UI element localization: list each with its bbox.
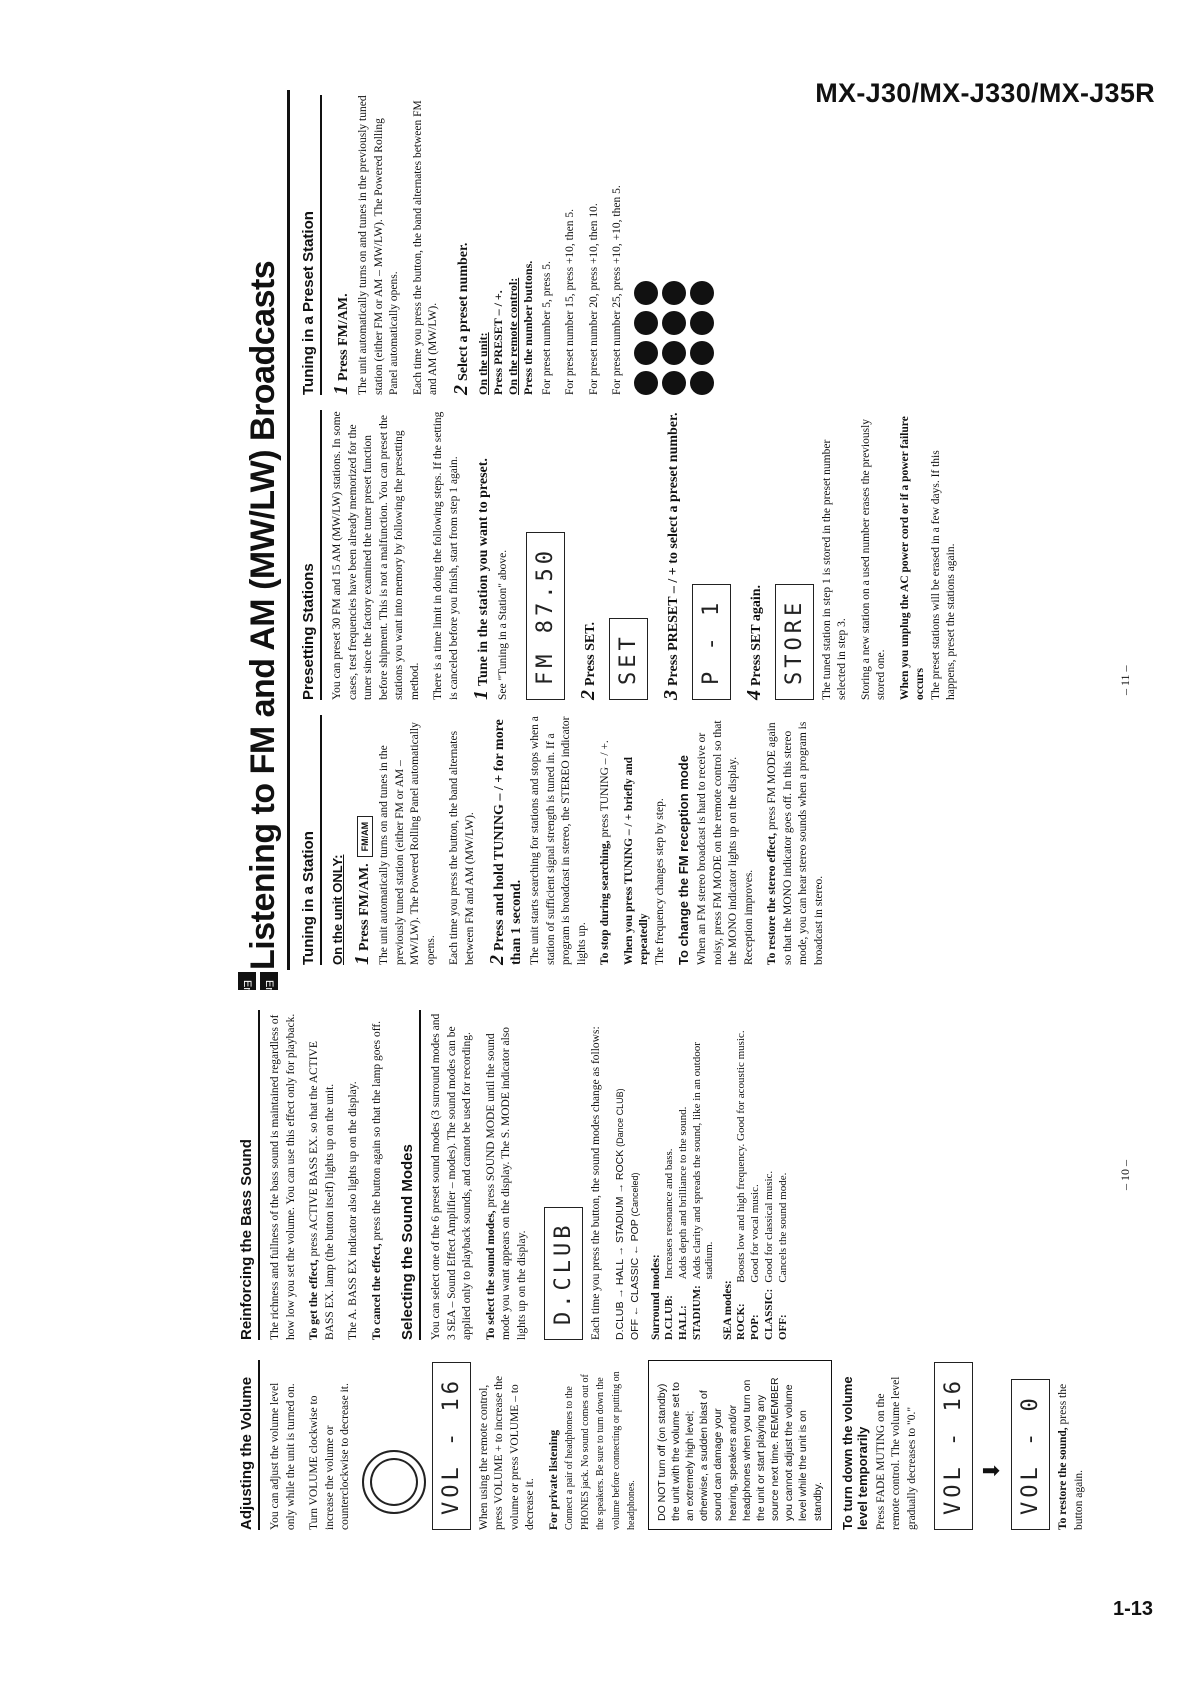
- bass-intro: The richness and fullness of the bass sound is maintained regardless of how low you set the volume. You can use this effect only for playback.: [269, 1013, 297, 1340]
- preset-stored-text: The tuned station in step 1 is stored in the preset number selected in step 3.: [820, 439, 849, 700]
- rotated-manual-spread: [238, 80, 1158, 1530]
- main-title: Listening to FM and AM (MW/LW) Broadcasts: [244, 90, 290, 970]
- preset-tune-step1-bullet: Each time you press the button, the band alternates between FM and AM (MW/LW).: [411, 100, 440, 395]
- preset-step1-title: Tune in the station you want to preset.: [476, 458, 492, 686]
- tuning-column: Tuning in a Station On the unit ONLY: 1Press FM/AM.FM/AM The unit automatically turns on and tunes in the previously tuned station (either FM or AM – MW/LW). The Powered Rolling Panel automatically opens. Each time you press the button, the band alternates between FM and AM (MW/LW). 2Press and hold TUNING – / + for more than 1 second. The unit starts searching for stations and stops when a station of sufficient signal strength is tuned in. If a program is broadcast in stereo, the STEREO indicator lights up. To stop during searching, press TUNING – / +. When you press TUNING – / + briefly and repeatedly The frequency changes step by step. To change the FM reception mode When an FM stereo broadcast is hard to receive or noisy, press FM MODE on the remote control so that the MONO indicator lights up on the display. Reception improves. To restore the stereo effect, press FM MODE again so that the MONO indicator goes off. In this stereo mode, you can hear stereo sounds when a program is broadcast in stereo.: [300, 716, 825, 965]
- left-page-number: – 10 –: [1118, 1160, 1132, 1190]
- restore-stereo-lead: To restore the stereo effect,: [766, 832, 779, 965]
- mode-desc: Good for classical music.: [763, 1170, 776, 1283]
- bass-cancel-text: press the button again so that the lamp goes off.: [370, 1020, 383, 1241]
- remote-number-buttons-icon: [634, 95, 714, 395]
- volume-warning: DO NOT turn off (on standby) the unit with the volume set to an extremely high level; otherwise, a sudden blast of sound can damage your hearing, speakers and/or headphones when you turn on the unit or start playing any source next time. REMEMBER you cannot adjust the volume level while the unit is on standby.: [648, 1360, 832, 1530]
- page-number: 1-13: [1112, 1598, 1153, 1620]
- fm-mode-text: When an FM stereo broadcast is hard to receive or noisy, press FM MODE on the remote control so that the MONO indicator lights up on the display. Reception improves.: [696, 720, 755, 965]
- preset-step4-title: Press SET again.: [748, 584, 764, 686]
- surround-modes-table: [662, 1010, 716, 1340]
- preset-lcd-set: SET: [609, 618, 648, 700]
- table-row: [662, 1010, 676, 1340]
- preset-lcd-number: P - 1: [692, 584, 731, 700]
- english-tab-label: English: [238, 972, 256, 990]
- volume-knob-icon: [362, 1450, 426, 1514]
- presetting-column: Presetting Stations You can preset 30 FM and 15 AM (MW/LW) stations. In some cases, test frequencies have been already memorized for the tuner since the factory examined the tuner preset function before shipment. This is not a malfunction. You can preset the stations you want into memory by following the presetting method. There is a time limit in doing the following steps. If the setting is canceled before you finish, start from step 1 again. 1Tune in the station you want to preset. See "Tuning in a Station" above. FM 87.50 2Press SET. SET 3Press PRESET – / + to select a preset number. P - 1 4Press SET again. STORE The tuned station in step 1 is stored in the preset number selected in step 3. Storing a new station on a used number erases the previously stored one. When you unplug the AC power cord or if a power failure occurs The preset stations will be erased in a few days. If this happens, preset the stations again.: [300, 411, 958, 700]
- volume-column: [238, 1360, 1095, 1530]
- tuning-step1-title: Press FM/AM.: [357, 863, 372, 951]
- mode-key: D.CLUB:: [663, 1295, 676, 1340]
- power-note-title: When you unplug the AC power cord or if a power failure occurs: [898, 416, 927, 700]
- fade-lcd-from: VOL - 16: [934, 1362, 973, 1530]
- on-unit-label: On the unit:: [475, 332, 490, 395]
- preset-tune-heading: Tuning in a Preset Station: [300, 95, 322, 395]
- sound-mode-cycle-chart: [613, 1010, 645, 1340]
- table-row: [734, 1024, 748, 1340]
- fm-mode-heading: To change the FM reception mode: [676, 755, 692, 965]
- fm-am-button-icon: FM/AM: [357, 816, 373, 858]
- stop-search-lead: To stop during searching,: [599, 840, 612, 965]
- mode-key: POP:: [749, 1314, 762, 1340]
- preset-step1-bullet: See "Tuning in a Station" above.: [497, 549, 510, 700]
- tuning-note-text: The frequency changes step by step.: [653, 798, 666, 965]
- bass-get-lead: To get the effect,: [308, 1259, 321, 1340]
- right-page-number: – 11 –: [1118, 665, 1132, 695]
- volume-heading: Adjusting the Volume: [238, 1360, 260, 1530]
- preset-tune-column: Tuning in a Preset Station 1Press FM/AM. The unit automatically turns on and tunes in the previously tuned station (either FM or AM – MW/LW). The Powered Rolling Panel automatically opens. Each time you press the button, the band alternates between FM and AM (MW/LW). 2Select a preset number. On the unit: Press PRESET – / +. On the remote control: Press the number buttons. For preset number 5, press 5. For preset number 15, press +10, then 5. For preset number 20, press +10, then 10. For preset number 25, press +10, +10, then 5. – 11 –: [300, 95, 1132, 695]
- preset-example-2: For preset number 15, press +10, then 5.: [564, 209, 577, 395]
- preset-lcd-store: STORE: [775, 584, 814, 700]
- mode-key: HALL:: [677, 1305, 690, 1340]
- restore-stereo-text: press FM MODE again so that the MONO indicator goes off. In this stereo mode, you can hear stereo sounds when a program is broadcast in stereo.: [766, 721, 825, 965]
- volume-lcd: VOL - 16: [432, 1362, 471, 1530]
- on-remote-text: Press the number buttons.: [520, 260, 535, 395]
- fade-text: Press FADE MUTING on the remote control. The volume level gradually decreases to "0.": [874, 1376, 918, 1530]
- on-unit-text: Press PRESET – / +.: [490, 290, 505, 395]
- unit-only-label: On the unit ONLY:: [330, 854, 345, 965]
- tuning-step2-text: The unit starts searching for stations and stops when a station of sufficient signal strength is tuned in. If a program is broadcast in stereo, the STEREO indicator lights up.: [529, 716, 588, 965]
- power-note-text: The preset stations will be erased in a few days. If this happens, preset the stations again.: [929, 450, 958, 700]
- preset-tune-step2-title: Select a preset number.: [455, 242, 471, 381]
- preset-lcd-freq: FM 87.50: [526, 532, 565, 700]
- bass-heading: Reinforcing the Bass Sound: [238, 1010, 260, 1340]
- mode-desc: Adds depth and brilliance to the sound.: [677, 1106, 690, 1280]
- volume-turn-text: Turn VOLUME clockwise to increase the volume or counterclockwise to decrease it.: [308, 1383, 352, 1530]
- table-row: [762, 1024, 776, 1340]
- mode-desc: Good for vocal music.: [749, 1184, 762, 1283]
- preset-example-4: For preset number 25, press +10, +10, then 5.: [611, 185, 624, 395]
- mode-desc: Boosts low and high frequency. Good for acoustic music.: [735, 1030, 748, 1283]
- fade-heading: To turn down the volume level temporarily: [839, 1376, 870, 1530]
- tuning-note-title: When you press TUNING – / + briefly and repeatedly: [622, 756, 651, 965]
- table-row: [776, 1024, 790, 1340]
- cycle-row-2-note: (Canceled): [630, 1172, 641, 1217]
- sea-modes-table: [734, 1024, 790, 1340]
- volume-remote-text: When using the remote control, press VOLUME + to increase the volume or press VOLUME – to decrease it.: [477, 1375, 537, 1530]
- presetting-heading: Presetting Stations: [300, 410, 322, 700]
- bass-sound-column: [238, 1010, 1132, 1340]
- sound-select-lead: To select the sound modes,: [484, 1210, 497, 1340]
- language-tab: [238, 972, 282, 1017]
- restore-sound-lead: To restore the sound,: [1057, 1427, 1070, 1530]
- mode-key: CLASSIC:: [763, 1288, 776, 1340]
- english-tab-label: English: [260, 972, 278, 990]
- mode-desc: Adds clarity and spreads the sound, like in an outdoor stadium.: [691, 1042, 716, 1280]
- cycle-row-1-note: (Dance CLUB): [614, 1088, 625, 1147]
- sound-heading: Selecting the Sound Modes: [399, 1010, 421, 1340]
- mode-desc: Cancels the sound mode.: [777, 1172, 790, 1283]
- bass-indicator-text: The A. BASS EX indicator also lights up on the display.: [347, 1081, 360, 1340]
- mode-desc: Increases resonance and bass.: [663, 1148, 676, 1280]
- model-number: MX-J30/MX-J330/MX-J35R: [815, 78, 1155, 108]
- volume-intro: You can adjust the volume level only while the unit is turned on.: [269, 1382, 297, 1530]
- cycle-row-1: D.CLUB → HALL → STADIUM → ROCK: [613, 1149, 626, 1340]
- mode-key: ROCK:: [735, 1303, 748, 1340]
- down-arrow-icon: ⬇: [979, 1461, 1005, 1480]
- sound-bullet: Each time you press the button, the sound modes change as follows:: [590, 1026, 603, 1340]
- restore-sound-text: press the button again.: [1057, 1383, 1085, 1530]
- stop-search-text: press TUNING – / +.: [599, 740, 612, 838]
- table-row: [748, 1024, 762, 1340]
- table-row: [690, 1010, 716, 1340]
- preset-tune-step1-text: The unit automatically turns on and tunes in the previously tuned station (either FM or AM – MW/LW). The Powered Rolling Panel automatically opens.: [357, 95, 401, 395]
- bass-get-text: press ACTIVE BASS EX. so that the ACTIVE BASS EX. lamp (the button itself) lights up on the unit.: [308, 1041, 336, 1340]
- private-title: For private listening: [547, 1429, 560, 1530]
- tuning-step2-title: Press and hold TUNING – / + for more than 1 second.: [492, 719, 525, 965]
- presetting-intro: You can preset 30 FM and 15 AM (MW/LW) stations. In some cases, test frequencies have been already memorized for the tuner since the factory examined the tuner preset function before shipment. This is not a malfunction. You can preset the stations you want into memory by following the presetting method.: [331, 411, 421, 700]
- sound-intro: You can select one of the 6 preset sound modes (3 surround modes and 3 SEA – Sound Effect Amplifier – modes). The sound modes can be applied only to playback sounds, and cannot be used for recording.: [430, 1013, 474, 1340]
- preset-step3-title: Press PRESET – / + to select a preset number.: [665, 412, 681, 686]
- private-text: Connect a pair of headphones to the PHONES jack. No sound comes out of the speakers. Be sure to turn down the volume before connecting or putting on headphones.: [564, 1371, 638, 1530]
- tuning-step1-bullet: Each time you press the button, the band alternates between FM and AM (MW/LW).: [448, 730, 476, 965]
- fade-lcd-to: VOL - 0: [1011, 1379, 1050, 1530]
- preset-example-3: For preset number 20, press +10, then 10.: [587, 203, 600, 395]
- preset-example-1: For preset number 5, press 5.: [540, 261, 553, 395]
- sea-title: SEA modes:: [722, 1280, 735, 1340]
- mode-key: OFF:: [777, 1314, 790, 1340]
- sound-lcd: D.CLUB: [544, 1207, 583, 1340]
- tuning-step1-text: The unit automatically turns on and tunes in the previously tuned station (either FM or AM – MW/LW). The Powered Rolling Panel automatically opens.: [378, 722, 437, 965]
- mode-key: STADIUM:: [691, 1285, 704, 1340]
- cycle-row-2: OFF ← CLASSIC ← POP: [629, 1219, 642, 1340]
- preset-tune-step1-title: Press FM/AM.: [336, 293, 351, 381]
- presetting-bullet: There is a time limit in doing the following steps. If the setting is canceled before you finish, start from step 1 again.: [432, 411, 460, 700]
- preset-stored-bullet: Storing a new station on a used number erases the previously stored one.: [859, 418, 888, 700]
- table-row: [676, 1010, 690, 1340]
- preset-step2-title: Press SET.: [582, 621, 598, 686]
- bass-cancel-lead: To cancel the effect,: [370, 1243, 383, 1340]
- sound-select-text: press SOUND MODE until the sound mode you want appears on the display. The S. MODE indicator also lights up on the display.: [484, 1027, 528, 1340]
- tuning-heading: Tuning in a Station: [300, 715, 322, 965]
- on-remote-label: On the remote control:: [505, 277, 520, 395]
- surround-title: Surround modes:: [650, 1254, 663, 1340]
